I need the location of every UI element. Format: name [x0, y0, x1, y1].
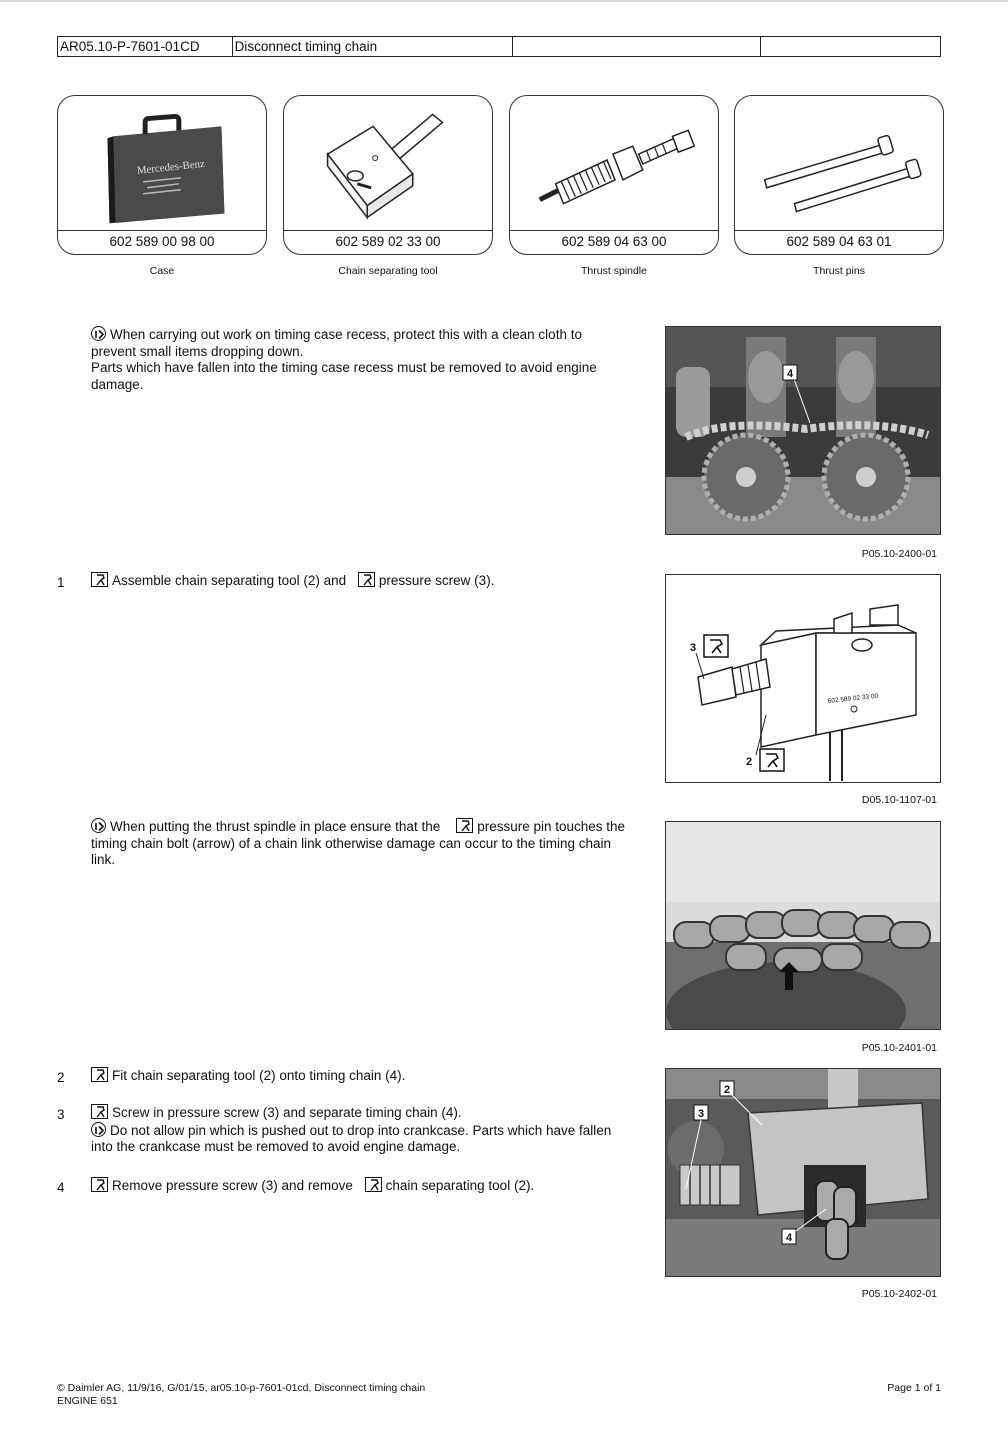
special-tool-icon [91, 1104, 108, 1119]
step-number: 2 [57, 1070, 65, 1085]
intro-note-line: When carrying out work on timing case recess, protect this with a clean cloth to [110, 327, 582, 342]
figure-label: 3 [690, 642, 697, 654]
thrust-spindle-note [91, 818, 651, 869]
tool-fitted-photo [666, 1069, 941, 1277]
tool-caption-case: Case [149, 265, 175, 277]
chain-closeup-photo [666, 822, 941, 1030]
step-4-text [91, 1177, 651, 1195]
tool-caption-thrust-spindle: Thrust spindle [581, 265, 647, 277]
chain-separating-tool-image [284, 96, 492, 232]
thrust-spindle-image [510, 96, 718, 232]
tool-stamp-text: 602 589 02 33 00 [827, 692, 879, 705]
figure-chain-link-closeup [665, 821, 941, 1030]
camshaft-photo [666, 327, 941, 535]
figure-id: P05.10-2402-01 [861, 1288, 937, 1300]
note-arrow-icon [91, 1122, 106, 1137]
figure-id: P05.10-2400-01 [861, 548, 937, 560]
intro-note-line: Parts which have fallen into the timing case recess must be removed to avoid engine [91, 360, 597, 375]
case-image [58, 96, 266, 232]
step-4-text-b: chain separating tool (2). [385, 1178, 535, 1193]
tool-card-thrust-pins [734, 95, 944, 255]
step-3-note-line: Do not allow pin which is pushed out to drop into crankcase. Parts which have fallen [110, 1122, 612, 1138]
special-tool-icon [358, 572, 375, 587]
spindle-note-line: pressure pin touches the [477, 819, 626, 834]
doc-title-cell: Disconnect timing chain [233, 37, 513, 56]
page-top-border [0, 0, 1008, 2]
tool-card-chain-separating-tool [283, 95, 493, 255]
spindle-note-line: When putting the thrust spindle in place ensure that the [110, 819, 441, 834]
step-number: 4 [57, 1180, 65, 1195]
special-tool-icon [91, 572, 108, 587]
figure-label: 4 [785, 1232, 793, 1244]
case-logo-text: Mercedes-Benz [136, 157, 206, 177]
footer-engine: ENGINE 651 [57, 1394, 118, 1407]
step-number: 1 [57, 575, 65, 590]
special-tool-icon [91, 1067, 108, 1082]
special-tool-icon [91, 1177, 108, 1192]
step-3-text [91, 1104, 651, 1156]
step-1-text-a: Assemble chain separating tool (2) and [112, 573, 347, 588]
special-tool-icon [365, 1177, 382, 1192]
step-1-text-b: pressure screw (3). [378, 573, 495, 588]
figure-id: P05.10-2401-01 [861, 1042, 937, 1054]
step-2-text-a: Fit chain separating tool (2) onto timing chain (4). [112, 1068, 406, 1083]
tool-card-case [57, 95, 267, 255]
intro-note-line: damage. [91, 376, 144, 392]
intro-note-line: prevent small items dropping down. [91, 343, 304, 359]
step-3-note-line: into the crankcase must be removed to avoid engine damage. [91, 1139, 461, 1154]
figure-id: D05.10-1107-01 [861, 794, 937, 806]
tool-part-number: 602 589 02 33 00 [284, 230, 492, 254]
spindle-note-line: timing chain bolt (arrow) of a chain link otherwise damage can occur to the timing chain [91, 835, 612, 851]
document-header-table [57, 36, 941, 57]
intro-note [91, 326, 651, 393]
step-4-text-a: Remove pressure screw (3) and remove [112, 1178, 353, 1193]
step-number: 3 [57, 1107, 65, 1122]
thrust-pins-image [735, 96, 943, 232]
special-tool-icon [456, 818, 473, 833]
figure-label: 2 [723, 1084, 731, 1096]
figure-camshaft-timing-chain [665, 326, 941, 535]
note-arrow-icon [91, 818, 106, 833]
figure-tool-assembly-drawing [665, 574, 941, 783]
header-empty-cell-1 [513, 37, 761, 56]
figure-label: 4 [786, 368, 794, 380]
figure-label: 2 [746, 756, 753, 768]
note-arrow-icon [91, 326, 106, 341]
step-3-text-a: Screw in pressure screw (3) and separate timing chain (4). [112, 1105, 462, 1120]
tool-caption-thrust-pins: Thrust pins [813, 265, 865, 277]
footer-copyright: © Daimler AG, 11/9/16, G/01/15, ar05.10-p-7601-01cd, Disconnect timing chain [57, 1382, 426, 1394]
step-2-text [91, 1067, 651, 1085]
doc-id-cell: AR05.10-P-7601-01CD [58, 37, 233, 56]
tool-assembly-drawing [666, 575, 941, 783]
figure-tool-fitted-on-chain [665, 1068, 941, 1277]
spindle-note-line: link. [91, 852, 116, 867]
footer-left [57, 1382, 657, 1407]
step-1-text [91, 572, 651, 590]
tool-caption-chain-separating-tool: Chain separating tool [338, 265, 438, 277]
tool-part-number: 602 589 04 63 00 [510, 230, 718, 254]
figure-label: 3 [697, 1108, 705, 1120]
tool-card-thrust-spindle [509, 95, 719, 255]
tool-part-number: 602 589 00 98 00 [58, 230, 266, 254]
tool-part-number: 602 589 04 63 01 [735, 230, 943, 254]
footer-page-number: Page 1 of 1 [887, 1382, 941, 1394]
header-empty-cell-2 [761, 37, 940, 56]
